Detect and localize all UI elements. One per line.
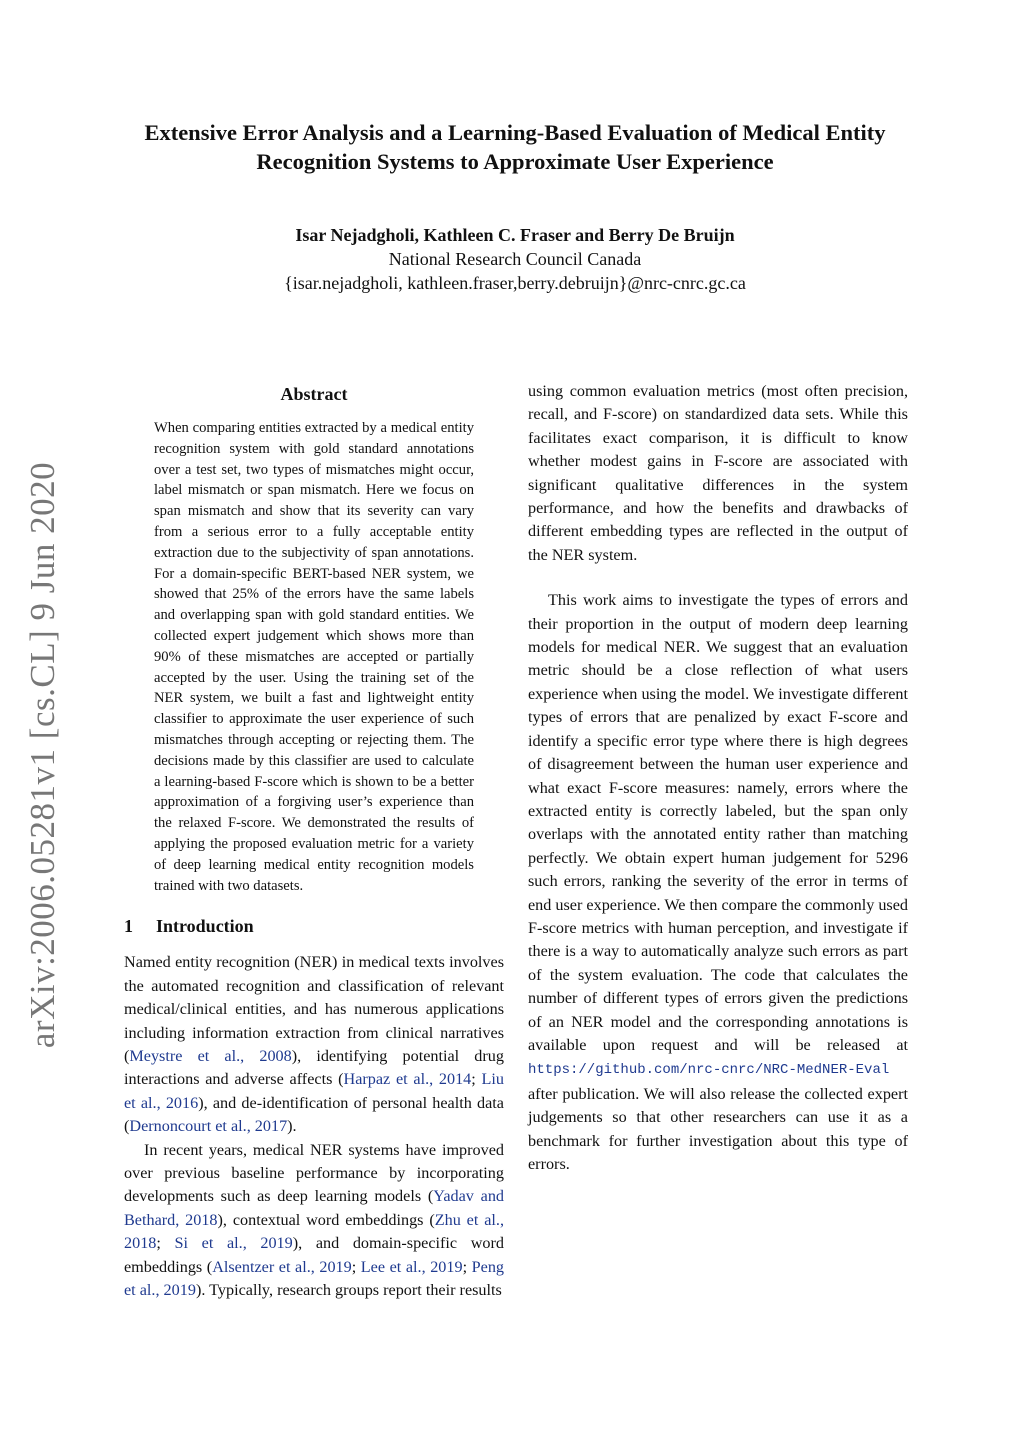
section-number: 1 bbox=[124, 916, 133, 937]
citation-link[interactable]: Lee et al., 2019 bbox=[360, 1257, 463, 1276]
citation-link[interactable]: Dernoncourt et al., 2017 bbox=[129, 1117, 288, 1136]
author-names: Isar Nejadgholi, Kathleen C. Fraser and Berry De Bruijn bbox=[295, 225, 735, 245]
code-repository-link[interactable]: https://github.com/nrc-cnrc/NRC-MedNER-Eval bbox=[528, 1062, 890, 1079]
citation-link[interactable]: Zhu et al., 2018 bbox=[124, 1210, 504, 1253]
citation-link[interactable]: Peng et al., 2019 bbox=[124, 1257, 505, 1300]
arxiv-identifier-text: arXiv:2006.05281v1 [cs.CL] 9 Jun 2020 bbox=[23, 461, 63, 1049]
section-title: Introduction bbox=[156, 916, 254, 937]
citation-link[interactable]: Liu et al., 2016 bbox=[124, 1070, 504, 1112]
right-column bbox=[528, 380, 908, 1176]
intro-paragraph-2: In recent years, medical NER systems have improved over previous baseline performance by incorporating developments such as deep learning models (Yadav and Bethard, 2018), contextual word embeddings (Zhu et al., 2018; Si et al., 2019), and domain-specific word embeddings (Alsentzer et al., 2019; Lee et al., 2019; Peng et al., 2019). Typically, research groups report their results bbox=[124, 1140, 505, 1300]
author-emails: {isar.nejadgholi, kathleen.fraser,berry.debruijn}@nrc-cnrc.gc.ca bbox=[284, 273, 746, 293]
abstract-text: When comparing entities extracted by a medical entity recognition system with gold standard annotations over a test set, two types of mismatches might occur, label mismatch or span mismatch. Here we focus on span mismatch and show that its severity can vary from a serious error to a fully acceptable entity extraction due to the subjectivity of span annotations. For a domain-specific BERT-based NER system, we showed that 25% of the errors have the same labels and overlapping span with gold standard entities. We collected expert judgement which shows more than 90% of these mismatches are accepted or partially accepted by the user. Using the training set of the NER system, we built a fast and lightweight entity classifier to approximate the user experience of such mismatches through accepting or rejecting them. The decisions made by this classifier are used to calculate a learning-based F-score which is shown to be a better approximation of a forgiving user’s experience than the relaxed F-score. We demonstrated the results of applying the proposed evaluation metric for a variety of deep learning medical entity recognition models trained with two datasets. bbox=[154, 420, 474, 894]
citation-link[interactable]: Si et al., 2019 bbox=[174, 1234, 293, 1253]
author-block bbox=[100, 223, 930, 295]
paper-title: Extensive Error Analysis and a Learning-Based Evaluation of Medical Entity Recognition Systems to Approximate User Experience bbox=[144, 120, 886, 174]
arxiv-identifier bbox=[8, 460, 78, 1050]
citation-link[interactable]: Meystre et al., 2008 bbox=[129, 1046, 292, 1065]
citation-link[interactable]: Alsentzer et al., 2019 bbox=[212, 1257, 352, 1276]
section-heading-introduction bbox=[124, 916, 504, 937]
intro-paragraph-3: This work aims to investigate the types of errors and their proportion in the output of modern deep learning models for medical NER. We suggest that an evaluation metric should be a close reflection of what users experience when using the model. We investigate different types of errors that are penalized by exact F-score and identify a specific error type where there is high degrees of disagreement between the human user experience and what exact F-score measures: namely, errors where the extracted entity is correctly labeled, but the span only overlaps with the annotated entity rather than matching perfectly. We obtain expert human judgement for 5296 such errors, ranking the severity of the error in terms of end user experience. We then compare the commonly used F-score metrics with human perception, and investigate if there is a way to automatically analyze such errors as part of the system evaluation. The code that calculates the number of different types of errors given the predictions of an NER model and the corresponding annotations is available upon request and will be released at https://github.com/nrc-cnrc/NRC-MedNER-Eval after publication. We will also release the collected expert judgements so that other researchers can use it as a benchmark for further investigation about this type of errors. bbox=[528, 591, 909, 1173]
intro-paragraph-1: Named entity recognition (NER) in medical texts involves the automated recognition and classification of relevant medical/clinical entities, and has numerous applications including information extraction from clinical narratives (Meystre et al., 2008), identifying potential drug interactions and adverse affects (Harpaz et al., 2014; Liu et al., 2016), and de-identification of personal health data (Dernoncourt et al., 2017). bbox=[124, 953, 504, 1136]
intro-paragraph-2-continued: using common evaluation metrics (most often precision, recall, and F-score) on standardized data sets. While this facilitates exact comparison, it is difficult to know whether modest gains in F-score are associated with significant qualitative differences in the system performance, and how the benefits and drawbacks of different embedding types are reflected in the output of the NER system. bbox=[528, 382, 908, 564]
citation-link[interactable]: Yadav and Bethard, 2018 bbox=[124, 1187, 505, 1229]
citation-link[interactable]: Harpaz et al., 2014 bbox=[343, 1070, 472, 1089]
left-column bbox=[124, 380, 504, 1302]
abstract-heading: Abstract bbox=[280, 384, 348, 404]
affiliation: National Research Council Canada bbox=[388, 249, 642, 269]
